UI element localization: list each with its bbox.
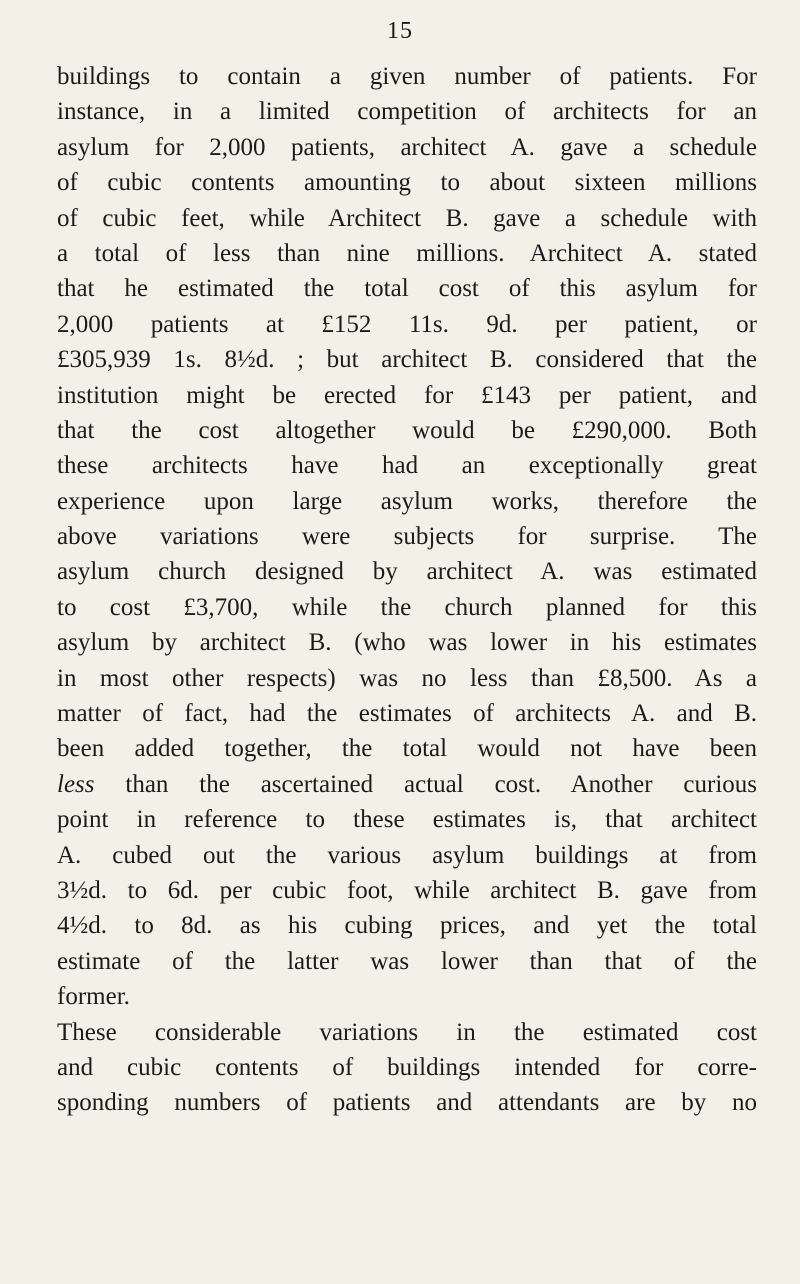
text-line: above variations were subjects for surprise. The [57, 523, 757, 551]
emphasized-word: less [57, 770, 95, 798]
text-line: 3½d. to 6d. per cubic foot, while architect B. gave from [57, 876, 757, 904]
text-line: institution might be erected for £143 per patient, and [57, 381, 757, 409]
text-line: a total of less than nine millions. Architect A. stated [57, 239, 757, 267]
page-number: 15 [387, 18, 413, 44]
text-line [57, 767, 757, 802]
text-line: A. cubed out the various asylum buildings at from [57, 841, 757, 869]
text-line: experience upon large asylum works, therefore the [57, 487, 757, 515]
text-line: that the cost altogether would be £290,000. Both [57, 416, 757, 444]
text-line: instance, in a limited competition of architects for an [57, 98, 757, 126]
text-line: point in reference to these estimates is, that architect [57, 806, 757, 834]
text-line: sponding numbers of patients and attendants are by no [57, 1089, 757, 1117]
text-line: to cost £3,700, while the church planned for this [57, 593, 757, 621]
text-line: in most other respects) was no less than £8,500. As a [57, 664, 757, 692]
text-line: been added together, the total would not have been [57, 735, 757, 763]
text-line: asylum for 2,000 patients, architect A. gave a schedule [57, 133, 757, 161]
text-line: buildings to contain a given number of patients. For [57, 63, 757, 90]
text-line-segment: than the ascertained actual cost. Another curious [94, 770, 757, 798]
text-line: estimate of the latter was lower than that of the [57, 947, 757, 975]
text-line: of cubic contents amounting to about sixteen millions [57, 169, 757, 197]
text-line: asylum by architect B. (who was lower in his estimates [57, 629, 757, 657]
text-line: that he estimated the total cost of this asylum for [57, 275, 757, 303]
text-line: These considerable variations in the estimated cost [57, 1018, 757, 1046]
text-line: asylum church designed by architect A. was estimated [57, 558, 757, 586]
text-line: and cubic contents of buildings intended for corre- [57, 1053, 757, 1081]
text-line: 2,000 patients at £152 11s. 9d. per patient, or [57, 310, 757, 338]
text-line: matter of fact, had the estimates of architects A. and B. [57, 700, 757, 728]
text-line: former. [57, 983, 130, 1011]
text-line: of cubic feet, while Architect B. gave a schedule with [57, 204, 757, 232]
text-line: £305,939 1s. 8½d. ; but architect B. considered that the [57, 346, 757, 374]
body-text [57, 59, 757, 1121]
text-line: these architects have had an exceptionally great [57, 452, 757, 480]
text-line: 4½d. to 8d. as his cubing prices, and yet the total [57, 912, 757, 940]
